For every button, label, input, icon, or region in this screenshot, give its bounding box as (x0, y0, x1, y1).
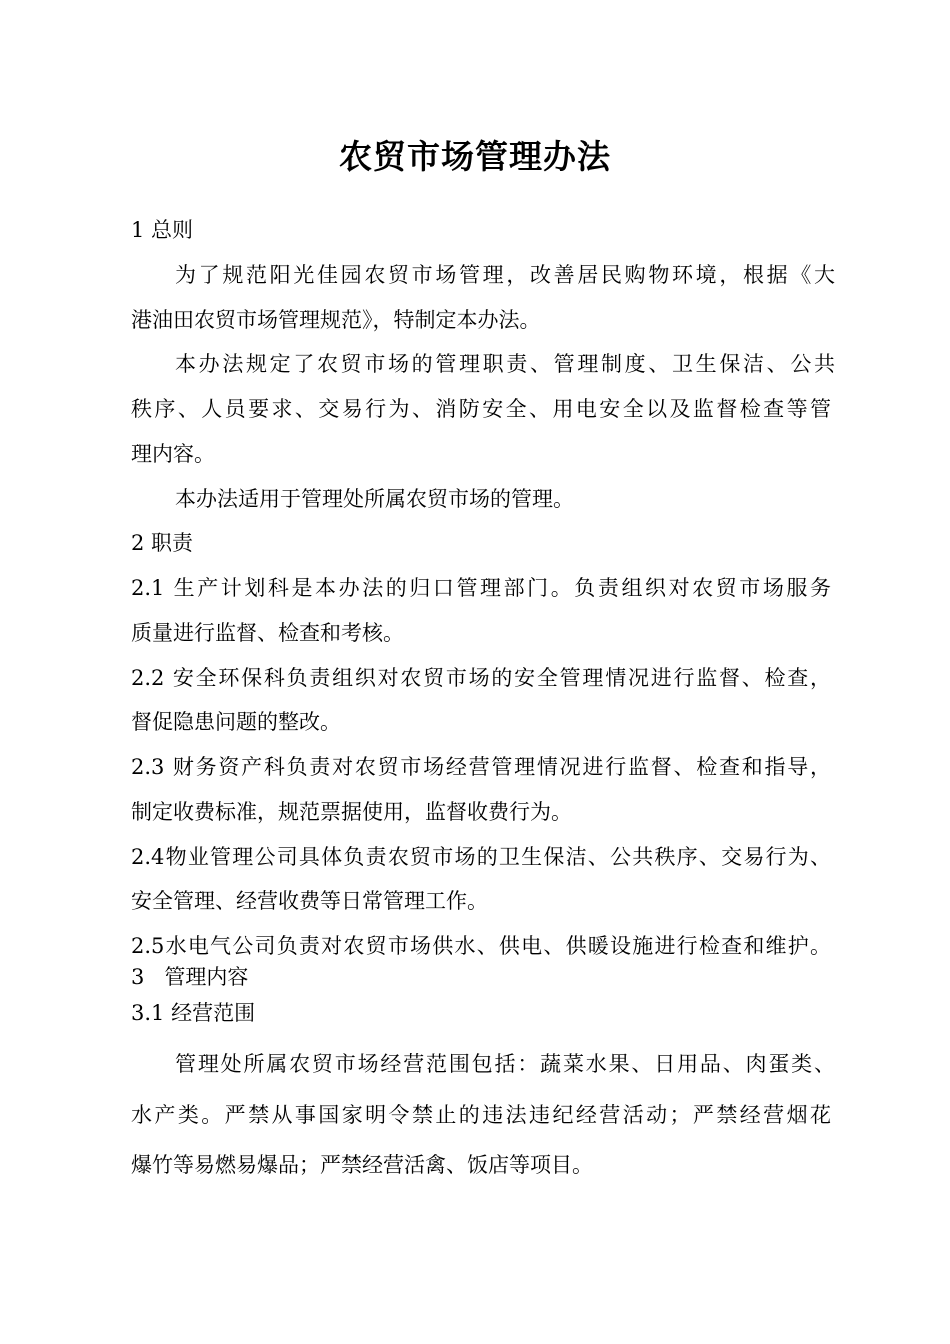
section-heading-1: 1 总则 (131, 218, 194, 242)
section-heading-3: 3 管理内容 (131, 965, 249, 989)
subsection-heading: 3.1 经营范围 (131, 1001, 256, 1025)
clause-line: 安全管理、经营收费等日常管理工作。 (131, 889, 488, 913)
paragraph-line: 本办法规定了农贸市场的管理职责、管理制度、卫生保洁、公共 (175, 352, 835, 376)
paragraph-line: 理内容。 (131, 442, 215, 466)
clause-line: 2.3 财务资产科负责对农贸市场经营管理情况进行监督、检查和指导， (131, 755, 831, 779)
section-heading-2: 2 职责 (131, 531, 194, 555)
paragraph-line: 秩序、人员要求、交易行为、消防安全、用电安全以及监督检查等管 (131, 397, 831, 421)
clause-line: 2.5水电气公司负责对农贸市场供水、供电、供暖设施进行检查和维护。 (131, 934, 831, 958)
paragraph-line: 水产类。严禁从事国家明令禁止的违法违纪经营活动；严禁经营烟花 (131, 1103, 831, 1127)
clause-line: 督促隐患问题的整改。 (131, 710, 341, 734)
clause-line: 2.2 安全环保科负责组织对农贸市场的安全管理情况进行监督、检查， (131, 666, 831, 690)
paragraph-line: 为了规范阳光佳园农贸市场管理，改善居民购物环境，根据《大 (175, 263, 835, 287)
paragraph-line: 本办法适用于管理处所属农贸市场的管理。 (175, 487, 574, 511)
paragraph-line: 港油田农贸市场管理规范》，特制定本办法。 (131, 308, 541, 332)
clause-line: 质量进行监督、检查和考核。 (131, 621, 404, 645)
paragraph-line: 管理处所属农贸市场经营范围包括：蔬菜水果、日用品、肉蛋类、 (175, 1052, 835, 1076)
clause-line: 2.1 生产计划科是本办法的归口管理部门。负责组织对农贸市场服务 (131, 576, 831, 600)
clause-line: 2.4物业管理公司具体负责农贸市场的卫生保洁、公共秩序、交易行为、 (131, 845, 831, 869)
document-title: 农贸市场管理办法 (339, 137, 611, 176)
clause-line: 制定收费标准，规范票据使用，监督收费行为。 (131, 800, 572, 824)
paragraph-line: 爆竹等易燃易爆品；严禁经营活禽、饭店等项目。 (131, 1153, 593, 1177)
